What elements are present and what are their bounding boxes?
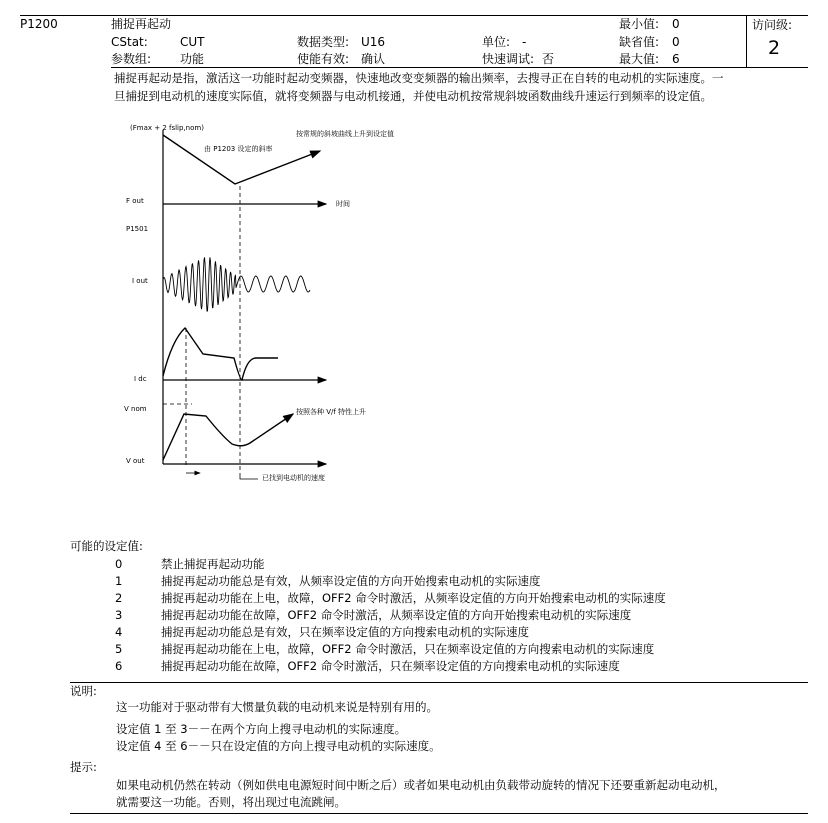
option-value: 1 (115, 574, 123, 588)
access-value: 2 (768, 37, 781, 59)
option-value: 0 (115, 557, 123, 571)
header-top-rule (20, 15, 808, 16)
quick-label: 快速调试: (482, 52, 535, 66)
cstat-value: CUT (180, 35, 205, 49)
max-value: 6 (672, 52, 680, 66)
option-text: 捕捉再起动功能总是有效，只在频率设定值的方向搜索电动机的实际速度 (161, 625, 529, 639)
option-value: 4 (115, 625, 123, 639)
iout-waveform (163, 257, 310, 311)
found-label: 已找到电动机的速度 (262, 474, 325, 482)
footer-rule (70, 813, 808, 814)
min-value: 0 (672, 17, 680, 31)
time-label: 时间 (336, 200, 350, 208)
enable-value: 确认 (361, 52, 386, 66)
vout-label: V out (126, 457, 145, 465)
description-line-1: 捕捉再起动是指，激活这一功能时起动变频器，快速地改变变频器的输出频率，去搜寻正在自转的电动机的实际速度。一 (114, 71, 724, 85)
note-line-2: 设定值 1 至 3－－在两个方向上搜寻电动机的实际速度。 (116, 722, 407, 736)
access-label: 访问级: (752, 18, 793, 32)
note-rule (70, 682, 808, 683)
option-text: 捕捉再起动功能总是有效，从频率设定值的方向开始搜索电动机的实际速度 (161, 574, 541, 588)
option-value: 2 (115, 591, 123, 605)
iout-label: I out (132, 277, 148, 285)
slope-label: 由 P1203 设定的斜率 (204, 145, 273, 153)
vout-curve (163, 414, 293, 460)
idc-curve (163, 328, 278, 380)
header-bottom-rule (111, 67, 808, 68)
enable-label: 使能有效: (297, 52, 350, 66)
option-text: 捕捉再起动功能在故障，OFF2 命令时激活，从频率设定值的方向开始搜索电动机的实际速度 (161, 608, 632, 622)
flying-restart-diagram (110, 118, 410, 488)
marker-right (240, 474, 258, 479)
option-text: 禁止捕捉再起动功能 (161, 557, 265, 571)
hint-heading: 提示: (70, 760, 97, 774)
access-box-divider (746, 15, 747, 67)
default-label: 缺省值: (619, 35, 660, 49)
min-label: 最小值: (619, 17, 660, 31)
param-id: P1200 (20, 17, 58, 31)
quick-value: 否 (542, 52, 555, 66)
option-value: 6 (115, 659, 123, 673)
group-label: 参数组: (111, 52, 152, 66)
note-heading: 说明: (70, 684, 97, 698)
idc-label: I dc (134, 375, 147, 383)
dtype-label: 数据类型: (297, 35, 350, 49)
cstat-label: CStat: (111, 35, 148, 49)
param-name: 捕捉再起动 (111, 17, 172, 31)
settings-heading: 可能的设定值: (70, 539, 143, 553)
ramp-label: 按常规的斜坡曲线上升到设定值 (296, 130, 394, 138)
fout-curve (163, 135, 320, 184)
hint-line-2: 就需要这一功能。否则，将出现过电流跳闸。 (116, 795, 346, 809)
vnom-label: V nom (124, 405, 147, 413)
note-line-1: 这一功能对于驱动带有大惯量负载的电动机来说是特别有用的。 (116, 700, 438, 714)
dtype-value: U16 (361, 35, 386, 49)
hint-line-1: 如果电动机仍然在转动（例如供电电源短时间中断之后）或者如果电动机由负载带动旋转的情况下还要重新起动电动机， (116, 778, 726, 792)
p1501-label: P1501 (126, 225, 149, 233)
note-line-3: 设定值 4 至 6－－只在设定值的方向上搜寻电动机的实际速度。 (116, 739, 441, 753)
vf-label: 按照各种 V/f 特性上升 (296, 408, 367, 416)
top-axis-label: (Fmax + 2 fslip,nom) (130, 124, 204, 132)
max-label: 最大值: (619, 52, 660, 66)
option-value: 3 (115, 608, 123, 622)
group-value: 功能 (180, 52, 205, 66)
fout-label: F out (126, 197, 144, 205)
description-line-2: 旦捕捉到电动机的速度实际值，就将变频器与电动机接通，并使电动机按常规斜坡函数曲线升速运行到频率的设定值。 (114, 89, 712, 103)
option-value: 5 (115, 642, 123, 656)
default-value: 0 (672, 35, 680, 49)
unit-label: 单位: (482, 35, 511, 49)
option-text: 捕捉再起动功能在上电，故障，OFF2 命令时激活，从频率设定值的方向开始搜索电动机的实际速度 (161, 591, 666, 605)
option-text: 捕捉再起动功能在故障，OFF2 命令时激活，只在频率设定值的方向搜索电动机的实际速度 (161, 659, 620, 673)
unit-value: - (522, 35, 527, 49)
option-text: 捕捉再起动功能在上电，故障，OFF2 命令时激活，只在频率设定值的方向搜索电动机的实际速度 (161, 642, 655, 656)
